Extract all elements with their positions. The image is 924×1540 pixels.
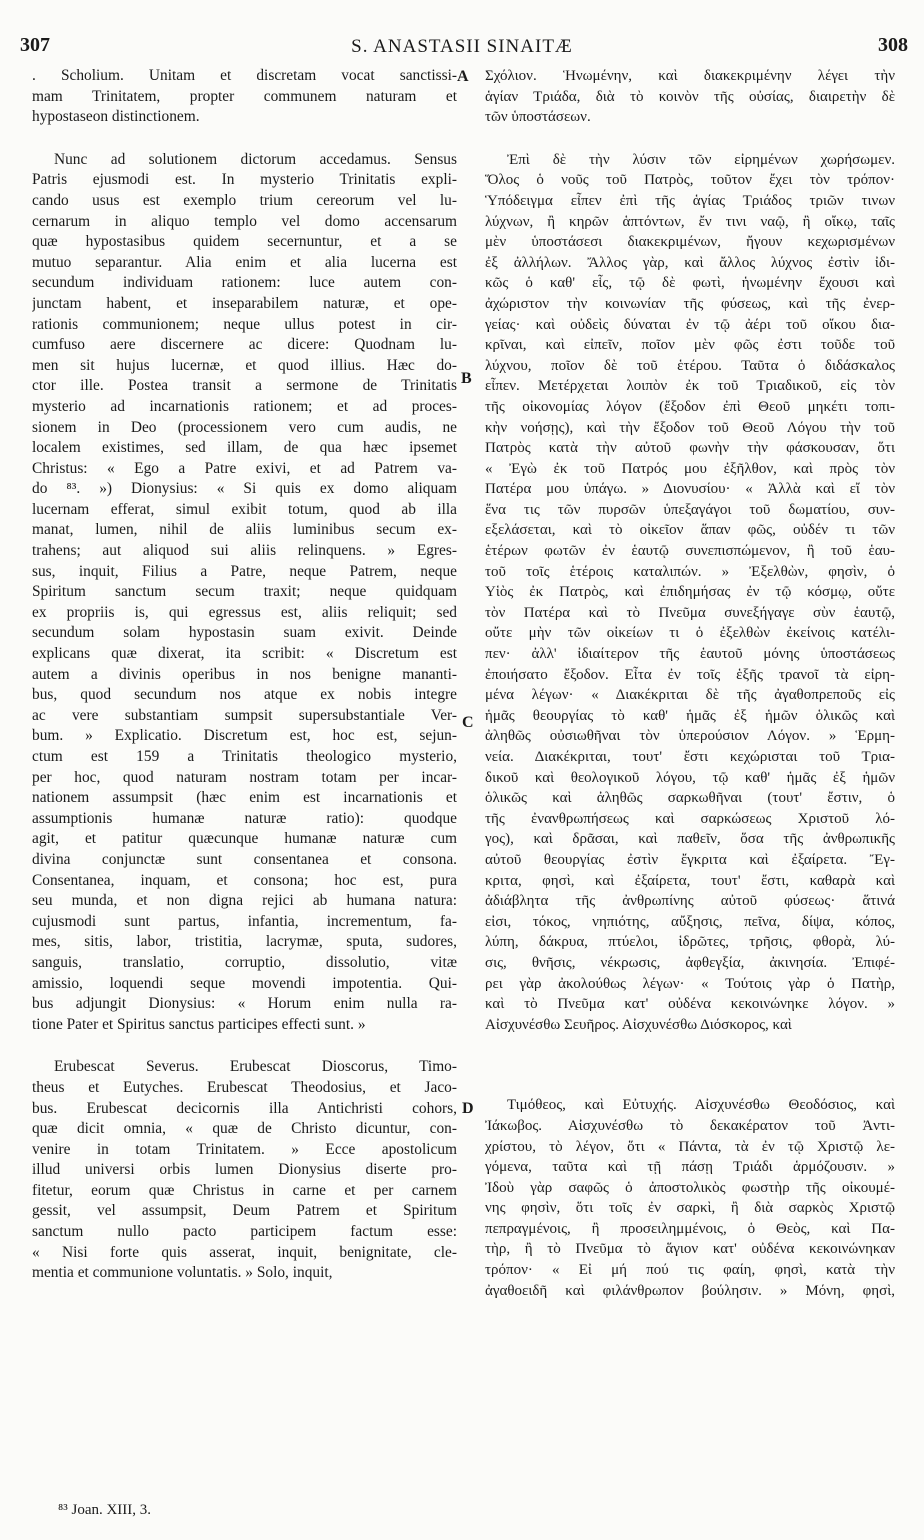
text-line: mes, sitis, labor, tristitia, lacrymæ, sputa, sudores, [32, 933, 457, 951]
page-number-right: 308 [878, 34, 908, 56]
text-line: κρῖναι, καὶ εἰπεῖν, ποῖον μὲν φῶς ἐστι τοῦδε τοῦ [485, 337, 895, 354]
text-line: τῶν ὑποστάσεων. [485, 109, 591, 126]
text-line: σις, θνῆσις, νέκρωσις, ἀφθεγξία, ἀκινησία. Ἐπιφέ- [485, 954, 895, 971]
text-line: τοῦ τοῖς ἑτέροις καταλιπών. » Ἐξελθὼν, φησὶν, ὁ [485, 563, 895, 580]
text-line: δικοῦ καὶ θεολογικοῦ λόγου, τῷ καθ' ἡμᾶς ἐξ ἡμῶν [485, 769, 895, 786]
text-line: ἀδιάβλητα τῆς ἀνθρωπίνης αὐτοῦ φύσεως· ἅτινά [485, 893, 895, 910]
margin-letter-a: A [457, 68, 469, 85]
text-line: εξελάσεται, καὶ τὸ οἰκεῖον ἅπαν φῶς, οὐδέν τι τῶν [485, 522, 895, 539]
margin-letter-c: C [462, 714, 474, 731]
latin-column [32, 66, 457, 1284]
text-line: εἰσι, τόκος, νηπιότης, αὔξησις, πεῖνα, δίψα, κόπος, [485, 913, 895, 930]
text-line: καὶ τὸ Πνεῦμα κατ' οὐδένα κεκοινώνηκε λόγον. » [485, 996, 895, 1013]
text-line: ac vere substantiam sumpsit supersubstantiale Ver- [32, 706, 457, 724]
text-line: mentia et communione voluntatis. » Solo, inquit, [32, 1264, 333, 1282]
text-line: rationis communionem; neque ullus potest in cir- [32, 315, 457, 333]
text-line: λύχνου, ποῖον δὲ τοῦ ἑτέρου. Ταῦτα ὁ διδάσκαλος [485, 357, 895, 374]
text-line: Patris ejusmodi est. In mysterio Trinitatis expli- [32, 171, 457, 189]
text-line: Αἰσχυνέσθω Σευῆρος. Αἰσχυνέσθω Διόσκορος, καὶ [485, 1016, 792, 1033]
text-line: hypostaseon distinctionem. [32, 108, 200, 126]
text-line: νεία. Διακέκριται, τουτ' ἔστι κεχώρισται τοῦ Τρια- [485, 749, 895, 765]
text-line: ἐποιήσατο ἔξοδον. Εἶτα ἐν τοῖς ἑξῆς τρανοῖ τὰ εἰρη- [485, 666, 895, 683]
text-line: κριτα, φησὶ, καὶ ἐξαίρετα, τουτ' ἔστι, καθαρὰ καὶ [485, 872, 895, 889]
text-line: . Scholium. Unitam et discretam vocat sanctissi- [32, 67, 457, 84]
text-line: νης φησὶν, ὅτι τοῖς ἐν σαρκὶ, ἢ διὰ σαρκὸς Χριστῷ [485, 1200, 895, 1217]
text-line: Ὑπόδειγμα εἶπεν ἐπὶ τῆς ἁγίας Τριάδος τριῶν τινων [485, 192, 895, 209]
text-line: Τιμόθεος, καὶ Εὐτυχής. Αἰσχυνέσθω Θεοδόσιος, καὶ [507, 1097, 895, 1114]
text-line: venire in totam Trinitatem. » Ecce apostolicum [32, 1140, 457, 1158]
text-line: sionem in Deo (processionem vero cum audis, ne [32, 418, 457, 436]
text-line: Ὅλος ὁ νοῦς τοῦ Πατρὸς, τοῦτον ἔχει τὸν τρόπον· [485, 172, 895, 189]
text-line: divina conjunctæ sunt consentanea et consona. [32, 850, 457, 868]
text-line: ἕνα τις τῶν πυρσῶν ὑπεξαγάγοι τοῦ δωματίου, συν- [485, 501, 895, 518]
text-line: γος), καὶ δρᾶσαι, καὶ παθεῖν, ὅσα τῆς ἀνθρωπικῆς [485, 831, 895, 848]
text-line: αὐτοῦ θεουργίας ἐστὶν ἔγκριτα καὶ ἐξαίρετα. Ἔγ- [485, 851, 895, 868]
text-line: agit, et patitur quæcunque humanæ naturæ cum [32, 830, 457, 848]
paragraph-gap [485, 128, 895, 150]
text-line: Υἱὸς ἐκ Πατρὸς, καὶ ἐπιδημήσας ἐν τῷ κόσμῳ, οὔτε [485, 584, 895, 601]
text-line: Ἰάκωβος. Αἰσχυνέσθω τὸ δεκακέρατον τοῦ Ἀντι- [485, 1117, 895, 1134]
text-line: explicans quæ dixerat, ita scribit: « Discretum est [32, 645, 457, 663]
text-line: Erubescat Severus. Erubescat Dioscorus, Timo- [54, 1058, 457, 1076]
text-line: ἑτέρων φωτῶν ἐν ἑαυτῷ συνεπισπώμενον, ἢ τοῦ ἑαυ- [485, 543, 895, 560]
margin-letter-b: B [461, 370, 472, 387]
paragraph-gap [485, 1035, 895, 1095]
text-line: γείας· καὶ οὐδεὶς δύναται ἐν τῷ ἀέρι τοῦ οἴκου δια- [485, 316, 895, 333]
text-line: κὴν νοήσῃς), καὶ τὴν ἔξοδον τοῦ Θεοῦ Λόγου τὴν τοῦ [485, 419, 895, 436]
text-line: mysterio ad incarnationis rationem; et ad proces- [32, 397, 457, 415]
text-line: ctor ille. Postea transit a sermone de Trinitatis [32, 377, 457, 395]
text-line: Spiritum sanctum secum traxit; neque quidquam [32, 583, 457, 601]
text-line: « Ἐγὼ ἐκ τοῦ Πατρός μου ἐξῆλθον, καὶ πρὸς τὸν [485, 460, 895, 477]
text-line: ὁλικῶς καὶ ἀληθῶς σαρκωθῆναι (τουτ' ἔστιν, ὁ [485, 790, 895, 807]
text-line: Consentanea, inquam, et consona; hoc est, pura [32, 871, 457, 889]
text-line: autem a divinis operibus in nos benigne mananti- [32, 665, 457, 683]
page-number-left: 307 [20, 34, 50, 56]
text-line: mutuo separantur. Alia enim et alia lucerna est [32, 253, 457, 271]
text-line: nationem assumpsit (hæc enim est incarnationis et [32, 789, 457, 807]
text-line: fitetur, eorum quæ Christus in carne et per carnem [32, 1181, 457, 1199]
text-line: bum. » Explicatio. Discretum est, hoc est, sejun- [32, 727, 457, 745]
text-line: sanguis, translatio, corruptio, dissolutio, vitæ [32, 953, 457, 971]
text-line: ctum est 159 a Trinitatis theologico mysterio, [32, 748, 457, 765]
text-line: Ἐπὶ δὲ τὴν λύσιν τῶν εἰρημένων χωρήσωμεν. [507, 151, 895, 168]
text-line: τὴρ, ἢ τὸ Πνεῦμα τὸ ἅγιον κατ' οὐδένα κεκοινώνηκαν [485, 1241, 895, 1258]
paragraph-gap [32, 128, 457, 150]
text-line: theus et Eutyches. Erubescat Theodosius, et Jaco- [32, 1078, 457, 1096]
text-line: seu munda, et non digna rejici ab humana natura: [32, 892, 457, 910]
running-title: S. ANASTASII SINAITÆ [351, 36, 573, 57]
text-line: ἡμᾶς θεουργίας τὸ καθ' ἡμᾶς ἐξ ἡμῶν ὁλικῶς καὶ [485, 707, 895, 724]
text-line: λύπη, δάκρυα, πτύελοι, ἱδρῶτες, τρῆσις, φθορὰ, λύ- [485, 934, 895, 951]
text-line: secundum solam hypostasin suam exivit. Deinde [32, 624, 457, 642]
text-line: ex propriis is, qui egressus est, aliis reliquit; sed [32, 603, 457, 621]
text-line: λύχνων, ἢ κηρῶν ἁπτόντων, ἔν τινι ναῷ, ἢ οἴκῳ, ταῖς [485, 213, 895, 230]
text-line: sus, inquit, Filius a Patre, neque Patrem, neque [32, 562, 457, 580]
text-line: junctam habent, et inseparabilem naturæ, et ope- [32, 294, 457, 312]
text-line: assumptionis humanæ naturæ ratio): quodque [32, 809, 457, 827]
text-line: do ⁸³. ») Dionysius: « Si quis ex domo aliquam [32, 480, 457, 498]
text-line: bus adjungit Dionysius: « Horum enim nulla ra- [32, 995, 457, 1013]
text-line: trahens; aut aliquod sui aliis relinquens. » Egres- [32, 542, 457, 560]
text-line: quæ dicit omnia, « quæ de Christo dicuntur, con- [32, 1120, 457, 1138]
text-line: amissio, loquendi seque movendi impotentia. Qui- [32, 974, 457, 992]
text-line: χρίστου, τὸ λέγον, ὅτι « Πάντα, τὰ ἐν τῷ Χριστῷ λε- [485, 1138, 895, 1155]
text-line: bus. Erubescat decicornis illa Antichristi cohors, [32, 1099, 457, 1117]
text-line: illud universi orbis lumen Dionysius diserte pro- [32, 1161, 457, 1179]
text-line: quæ hypostasibus quidem secernuntur, et a se [32, 233, 457, 251]
paragraph-gap [32, 1035, 457, 1057]
footnote: ⁸³ Joan. XIII, 3. [58, 1502, 152, 1518]
text-line: Πατρὸς κατὰ τὴν αὐτοῦ φωνὴν τὴν φάσκουσαν, ὅτι [485, 440, 895, 457]
text-line: tione Pater et Spiritus sanctus participes effecti sunt. » [32, 1015, 366, 1033]
text-line: ἐξ ἀλλήλων. Ἄλλος γὰρ, καὶ ἄλλος λύχνος ἐστὶν ἰδι- [485, 254, 895, 271]
page-header [0, 0, 924, 60]
text-line: per hoc, quod naturam nostram totam per incar- [32, 768, 457, 786]
text-line: ρει γὰρ ἀκολούθως λέγων· « Τούτοις γὰρ ὁ Πατὴρ, [485, 975, 895, 992]
text-line: cujusmodi sunt partus, infantia, incrementum, fa- [32, 912, 457, 930]
text-line: ἁγίαν Τριάδα, διὰ τὸ κοινὸν τῆς οὐσίας, διαιρετὴν δὲ [485, 88, 895, 105]
text-line: γόμενα, ταῦτα καὶ τῇ πάσῃ Τριάδι ἁρμόζουσιν. » [485, 1159, 895, 1176]
text-line: mam Trinitatem, propter communem naturam et [32, 87, 457, 105]
text-line: Ἰδοὺ γὰρ σαφῶς ὁ ἀποστολικὸς φωστὴρ τῆς οἰκουμέ- [485, 1179, 895, 1196]
text-line: κῶς ὁ καθ' εἷς, τῷ δὲ φωτὶ, ἡνωμένην ἔχουσι καὶ [485, 275, 895, 292]
text-line: πεπραγμένοις, ἢ προσειλημμένοις, ὁ Θεὸς, καὶ Πα- [485, 1220, 895, 1237]
text-line: bus, quod secundum nos atque ex nobis integre [32, 686, 457, 704]
text-line: πεν· ἀλλ' ἰδιαίτερον τῆς ἑαυτοῦ μόνης ὑποστάσεως [485, 646, 895, 663]
text-line: ἀγαθοειδῆ καὶ φιλάνθρωπον βούλησιν. » Μόνη, φησὶ, [485, 1282, 895, 1299]
text-line: μὲν ὑποστάσεσι διακεκριμένων, ἤγουν κεχωρισμένων [485, 234, 895, 251]
text-line: τῆς ἐνανθρωπήσεως καὶ σαρκώσεως Χριστοῦ λό- [485, 810, 895, 827]
text-line: τῆς οἰκονομίας λόγον (ἔξοδον ἐπὶ Θεοῦ μηκέτι τοπι- [485, 398, 895, 415]
text-line: ἀληθῶς οὐσιωθῆναι τὸν ὑπερούσιον Λόγον. » Ἑρμη- [485, 728, 895, 745]
text-line: secundum individuam rationem: luce autem con- [32, 274, 457, 292]
text-line: Σχόλιον. Ἡνωμένην, καὶ διακεκριμένην λέγει τὴν [485, 68, 895, 84]
text-line: sanctum nullo pacto participem factum esse: [32, 1223, 457, 1241]
text-line: « Nisi forte quis asserat, inquit, benignitate, cle- [32, 1243, 457, 1261]
margin-letter-d: D [462, 1100, 474, 1117]
text-line: Christus: « Ego a Patre exivi, et ad Patrem va- [32, 459, 457, 477]
text-line: Nunc ad solutionem dictorum accedamus. Sensus [54, 150, 457, 168]
text-line: οὔτε μὴν τῶν οἰκείων τι ὁ ἐξελθὼν ἐκείνοις κατέλι- [485, 625, 895, 642]
text-line: cando usus est exemplo trium cereorum vel lu- [32, 191, 457, 209]
text-line: lucernam efferat, simul exibit totum, quod ab illa [32, 500, 457, 518]
text-line: manat, lumen, nihil de aliis luminibus secum ex- [32, 521, 457, 539]
text-line: τὸν Πατέρα καὶ τὸ Πνεῦμα συνεξήγαγε σὺν ἑαυτῷ, [485, 604, 895, 621]
greek-column [485, 66, 895, 1301]
text-line: ἀχώριστον τὴν κοινωνίαν τῆς φύσεως, καὶ τῆς ἐνερ- [485, 295, 895, 312]
text-line: cernarum in aliquo templo vel domo accensarum [32, 212, 457, 230]
text-line: localem existimes, sed illam, de qua hæc ipsemet [32, 439, 457, 457]
text-line: εἶπεν. Μετέρχεται λοιπὸν ἐκ τοῦ Τριαδικοῦ, εἰς τὸν [485, 378, 895, 395]
text-line: men sit hujus lucernæ, et quod illius. Hæc do- [32, 356, 457, 374]
text-line: gessit, vel assumpsit, Deum Patrem et Spiritum [32, 1202, 457, 1220]
text-line: cumfuso aere discernere ac dicere: Quodnam lu- [32, 336, 457, 354]
text-line: τρόπον· « Εἰ μή πού τις φαίη, φησὶ, κατὰ τὴν [485, 1262, 895, 1279]
text-line: μένα λέγων· « Διακέκριται δὲ τῆς ἀγαθοπρεποῦς εἰς [485, 687, 895, 704]
text-line: Πατέρα μου ὑπάγω. » Διονυσίου· « Ἀλλὰ καὶ εἴ τὸν [485, 481, 895, 498]
